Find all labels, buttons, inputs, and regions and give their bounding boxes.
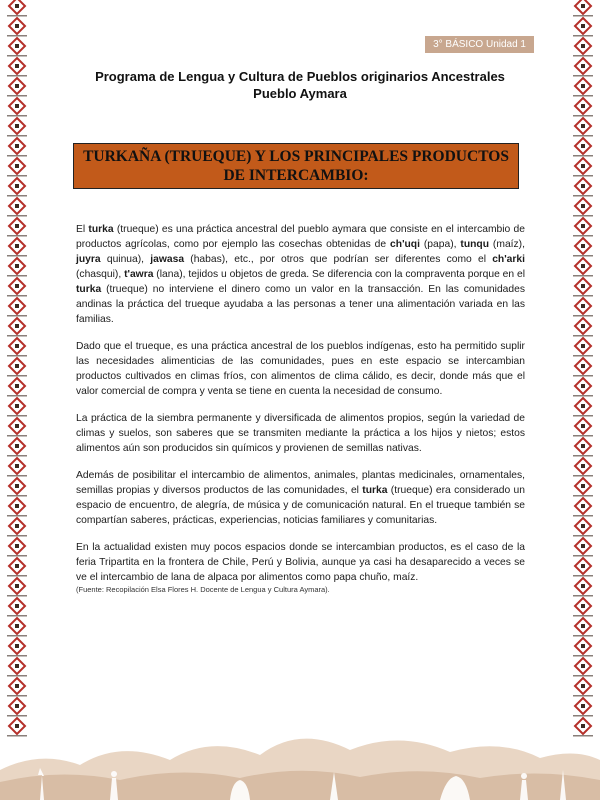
paragraph-3: La práctica de la siembra permanente y diversificada de alimentos propios, según la variedad de climas y suelos, son saberes que se transmiten mediante la práctica a los hijos y nietos; estos alimentos aún son producidos sin químicos y provienen de semillas nativas. xyxy=(76,413,525,454)
border-separator xyxy=(7,335,27,337)
border-center-dot xyxy=(15,224,19,228)
border-center-dot xyxy=(581,644,585,648)
border-separator xyxy=(573,495,593,497)
source-citation: (Fuente: Recopilación Elsa Flores H. Docente de Lengua y Cultura Aymara). xyxy=(76,585,330,594)
border-center-dot xyxy=(581,524,585,528)
border-separator xyxy=(7,115,27,117)
border-center-dot xyxy=(15,264,19,268)
border-separator xyxy=(573,235,593,237)
border-center-dot xyxy=(15,404,19,408)
border-center-dot xyxy=(15,684,19,688)
border-center-dot xyxy=(581,424,585,428)
aymara-pattern-right xyxy=(572,0,594,740)
border-separator xyxy=(573,215,593,217)
border-center-dot xyxy=(15,104,19,108)
border-center-dot xyxy=(581,404,585,408)
border-center-dot xyxy=(15,184,19,188)
border-center-dot xyxy=(15,204,19,208)
border-center-dot xyxy=(581,4,585,8)
landscape-footer-illustration xyxy=(0,720,600,800)
border-separator xyxy=(573,555,593,557)
border-center-dot xyxy=(581,44,585,48)
border-center-dot xyxy=(15,604,19,608)
border-center-dot xyxy=(15,524,19,528)
border-separator xyxy=(573,335,593,337)
border-center-dot xyxy=(15,384,19,388)
border-center-dot xyxy=(15,24,19,28)
border-separator xyxy=(7,535,27,537)
border-separator xyxy=(7,355,27,357)
border-center-dot xyxy=(581,704,585,708)
border-separator xyxy=(573,315,593,317)
border-separator xyxy=(7,35,27,37)
border-center-dot xyxy=(581,264,585,268)
border-separator xyxy=(573,595,593,597)
border-separator xyxy=(573,435,593,437)
border-separator xyxy=(573,695,593,697)
border-separator xyxy=(7,715,27,717)
border-separator xyxy=(7,455,27,457)
border-center-dot xyxy=(581,164,585,168)
border-separator xyxy=(7,375,27,377)
border-separator xyxy=(7,315,27,317)
border-separator xyxy=(7,175,27,177)
border-center-dot xyxy=(15,484,19,488)
border-center-dot xyxy=(581,184,585,188)
border-center-dot xyxy=(581,144,585,148)
border-center-dot xyxy=(581,624,585,628)
border-separator xyxy=(7,155,27,157)
border-separator xyxy=(573,135,593,137)
border-separator xyxy=(7,595,27,597)
border-separator xyxy=(573,195,593,197)
border-center-dot xyxy=(581,684,585,688)
border-center-dot xyxy=(15,344,19,348)
border-separator xyxy=(7,435,27,437)
border-separator xyxy=(573,35,593,37)
border-center-dot xyxy=(15,364,19,368)
border-separator xyxy=(573,655,593,657)
border-center-dot xyxy=(581,364,585,368)
border-separator xyxy=(7,495,27,497)
border-separator xyxy=(573,275,593,277)
border-center-dot xyxy=(15,144,19,148)
border-separator xyxy=(7,275,27,277)
border-center-dot xyxy=(15,444,19,448)
border-separator xyxy=(573,635,593,637)
border-center-dot xyxy=(581,324,585,328)
border-separator xyxy=(573,255,593,257)
border-separator xyxy=(573,375,593,377)
border-separator xyxy=(573,475,593,477)
border-separator xyxy=(573,535,593,537)
border-separator xyxy=(573,615,593,617)
border-separator xyxy=(7,295,27,297)
border-separator xyxy=(7,255,27,257)
border-separator xyxy=(573,395,593,397)
border-center-dot xyxy=(581,344,585,348)
border-center-dot xyxy=(15,44,19,48)
right-decorative-border xyxy=(572,0,594,740)
border-center-dot xyxy=(581,104,585,108)
border-center-dot xyxy=(581,444,585,448)
border-separator xyxy=(573,415,593,417)
border-center-dot xyxy=(15,424,19,428)
grade-unit-badge: 3° BÁSICO Unidad 1 xyxy=(425,36,534,53)
border-separator xyxy=(573,55,593,57)
border-separator xyxy=(7,575,27,577)
border-separator xyxy=(573,355,593,357)
border-separator xyxy=(7,415,27,417)
border-center-dot xyxy=(581,544,585,548)
border-separator xyxy=(573,115,593,117)
border-separator xyxy=(7,695,27,697)
border-separator xyxy=(573,155,593,157)
border-separator xyxy=(573,675,593,677)
border-center-dot xyxy=(15,584,19,588)
border-center-dot xyxy=(15,304,19,308)
border-separator xyxy=(573,515,593,517)
paragraph-5: En la actualidad existen muy pocos espacios donde se intercambian productos, es el caso de la feria Tripartita en la frontera de Chile, Perú y Bolivia, aunque ya casi ha desaparecido a veces se ve el intercambio de lana de alpaca por alimentos como papa chuño, maíz. xyxy=(76,542,525,583)
left-decorative-border xyxy=(6,0,28,740)
andean-landscape-graphic xyxy=(0,720,600,800)
paragraph-1: El turka (trueque) es una práctica ancestral del pueblo aymara que consiste en el intercambio de productos agrícolas, como por ejemplo las cosechas obtenidas de ch'uqi (papa), tunqu (maíz), juyra quinua), jawasa (habas), etc., por otros que podrían ser diferentes como el ch'arki (chasqui), t'awra (lana), tejidos u objetos de greda. Se diferencia con la compraventa porque en el turka (trueque) no interviene el dinero como un valor en la transacción. En las comunidades andinas la práctica del trueque ayudaba a las personas a tener una alimentación variada en las familias. xyxy=(76,224,525,325)
border-separator xyxy=(7,675,27,677)
border-separator xyxy=(7,55,27,57)
paragraph-2: Dado que el trueque, es una práctica ancestral de los pueblos indígenas, esto ha permitido suplir las necesidades alimenticias de las comunidades, pues en este espacio se intercambian productos cultivados en climas fríos, con alimentos de clima cálido, es decir, donde más que el valor comercial de compra y venta se tiene en cuenta la necesidad de consumo. xyxy=(76,341,525,397)
aymara-pattern-left xyxy=(6,0,28,740)
border-center-dot xyxy=(15,284,19,288)
border-separator xyxy=(573,455,593,457)
document-body xyxy=(76,222,525,595)
border-separator xyxy=(573,715,593,717)
border-separator xyxy=(7,635,27,637)
border-center-dot xyxy=(15,244,19,248)
people-name: Pueblo Aymara xyxy=(253,86,347,101)
border-center-dot xyxy=(581,284,585,288)
border-center-dot xyxy=(581,384,585,388)
border-center-dot xyxy=(15,464,19,468)
program-header xyxy=(0,68,600,102)
border-center-dot xyxy=(15,704,19,708)
border-separator xyxy=(7,235,27,237)
border-separator xyxy=(7,135,27,137)
border-separator xyxy=(7,555,27,557)
border-center-dot xyxy=(15,504,19,508)
border-center-dot xyxy=(15,564,19,568)
paragraph-4: Además de posibilitar el intercambio de alimentos, animales, plantas medicinales, ornamentales, semillas propias y diversos productos de las comunidades, el turka (trueque) era considerado un espacio de encuentro, de alegría, de música y de comunicación natural. En el trueque también se compartían saberes, prácticas, experiencias, noticias familiares y comunitarias. xyxy=(76,470,525,526)
border-separator xyxy=(573,295,593,297)
border-center-dot xyxy=(581,244,585,248)
border-center-dot xyxy=(581,564,585,568)
border-center-dot xyxy=(581,24,585,28)
border-center-dot xyxy=(15,544,19,548)
border-center-dot xyxy=(581,304,585,308)
border-center-dot xyxy=(581,224,585,228)
border-center-dot xyxy=(581,504,585,508)
border-center-dot xyxy=(15,664,19,668)
border-separator xyxy=(7,195,27,197)
border-center-dot xyxy=(15,624,19,628)
program-title: Programa de Lengua y Cultura de Pueblos originarios Ancestrales xyxy=(95,69,505,84)
border-center-dot xyxy=(15,4,19,8)
border-separator xyxy=(7,515,27,517)
section-title: TURKAÑA (TRUEQUE) Y LOS PRINCIPALES PRODUCTOS DE INTERCAMBIO: xyxy=(83,148,509,184)
border-center-dot xyxy=(15,644,19,648)
section-title-box xyxy=(73,143,519,189)
border-center-dot xyxy=(581,464,585,468)
border-center-dot xyxy=(15,124,19,128)
border-separator xyxy=(7,395,27,397)
border-separator xyxy=(7,615,27,617)
border-center-dot xyxy=(581,484,585,488)
border-separator xyxy=(573,575,593,577)
border-center-dot xyxy=(15,164,19,168)
border-separator xyxy=(7,15,27,17)
border-center-dot xyxy=(581,664,585,668)
border-center-dot xyxy=(581,604,585,608)
border-center-dot xyxy=(581,124,585,128)
border-separator xyxy=(7,475,27,477)
border-separator xyxy=(573,15,593,17)
border-separator xyxy=(7,655,27,657)
border-center-dot xyxy=(15,324,19,328)
border-separator xyxy=(573,175,593,177)
border-center-dot xyxy=(581,584,585,588)
border-separator xyxy=(7,215,27,217)
border-center-dot xyxy=(581,204,585,208)
